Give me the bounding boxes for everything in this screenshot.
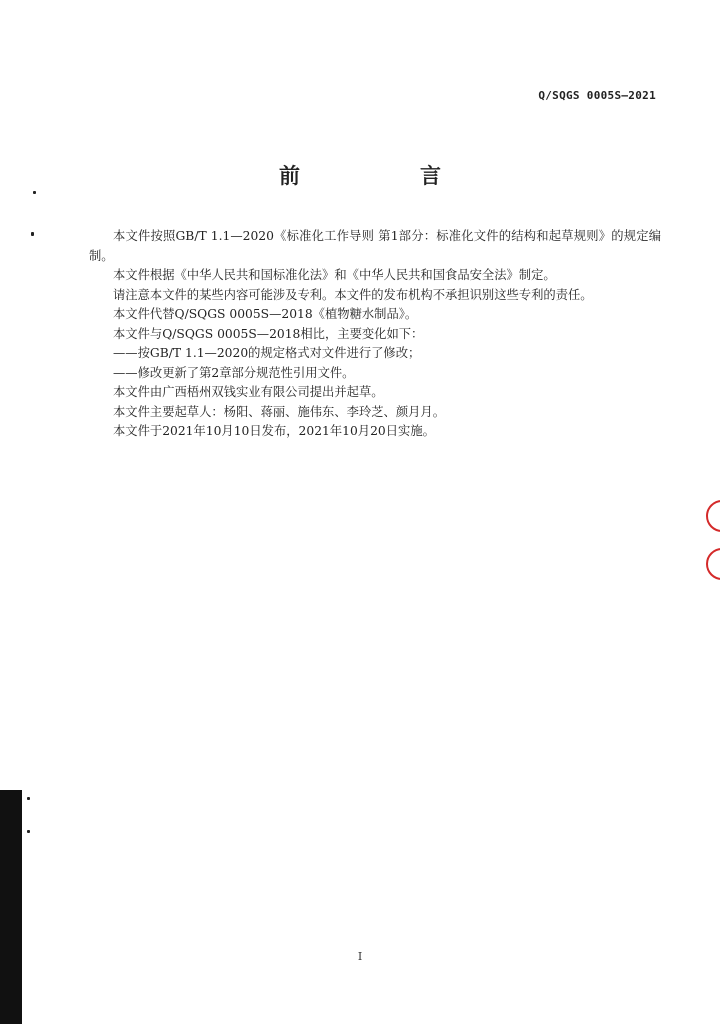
scan-speck xyxy=(33,191,36,194)
paragraph-legal-basis: 本文件根据《中华人民共和国标准化法》和《中华人民共和国食品安全法》制定。 xyxy=(113,268,556,282)
list-item-change-references: ——修改更新了第2章部分规范性引用文件。 xyxy=(113,365,355,380)
paragraph-drafters: 本文件主要起草人：杨阳、蒋丽、施伟东、李玲芝、颜月月。 xyxy=(113,404,446,419)
scan-edge-shadow xyxy=(0,790,22,1024)
foreword-body xyxy=(89,227,661,442)
paragraph-patent-notice: 请注意本文件的某些内容可能涉及专利。本文件的发布机构不承担识别这些专利的责任。 xyxy=(113,287,593,302)
scan-speck xyxy=(31,232,34,236)
paragraph-dates: 本文件于2021年10月10日发布，2021年10月20日实施。 xyxy=(113,424,435,438)
paragraph-drafting-rules: 本文件按照GB/T 1.1—2020《标准化工作导则 第1部分：标准化文件的结构和起草规则》的规定编制。 xyxy=(89,229,661,263)
red-seal-stamp-edge xyxy=(706,548,720,580)
standard-code-header: Q/SQGS 0005S—2021 xyxy=(538,89,656,102)
list-item-change-format: ——按GB/T 1.1—2020的规定格式对文件进行了修改； xyxy=(113,346,421,360)
paragraph-changes-intro: 本文件与Q/SQGS 0005S—2018相比，主要变化如下： xyxy=(113,326,424,341)
page-number: I xyxy=(357,950,363,963)
page-title: 前 言 xyxy=(279,163,467,188)
scan-speck xyxy=(27,830,30,833)
red-seal-stamp-edge xyxy=(706,500,720,532)
paragraph-replaces: 本文件代替Q/SQGS 0005S—2018《植物糖水制品》。 xyxy=(113,307,418,321)
scan-speck xyxy=(27,797,30,800)
paragraph-proposer: 本文件由广西梧州双钱实业有限公司提出并起草。 xyxy=(113,385,384,399)
